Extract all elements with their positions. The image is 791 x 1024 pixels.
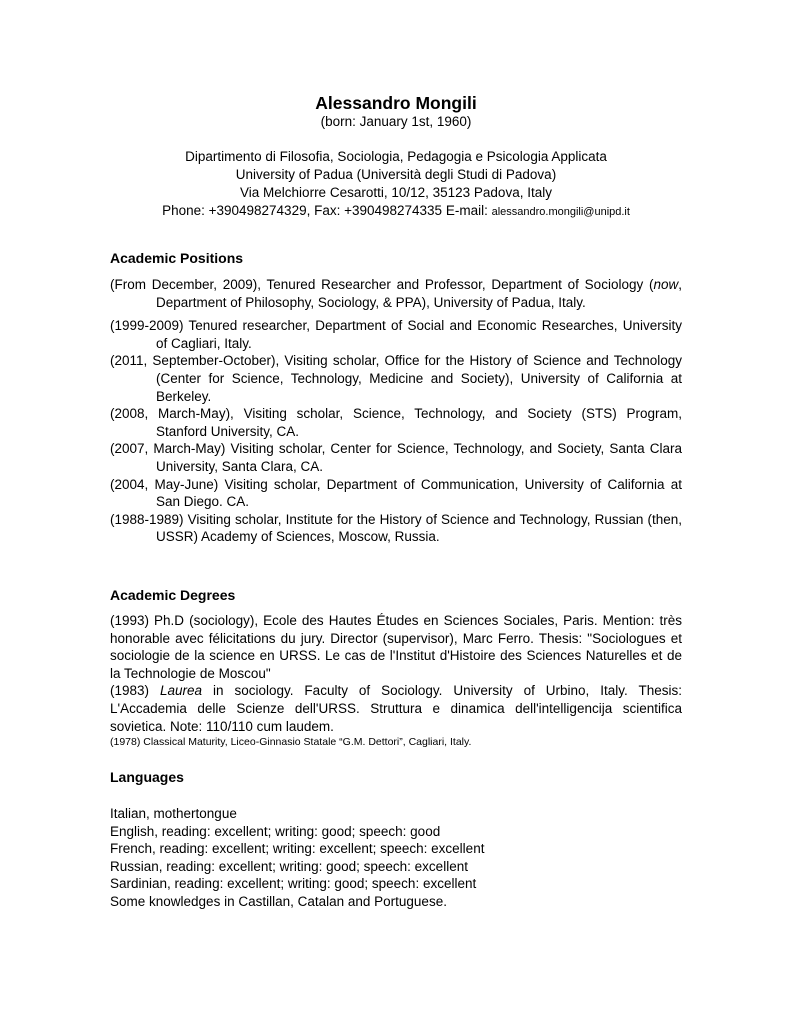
person-name: Alessandro Mongili — [315, 93, 477, 113]
degree-text: (1983) — [110, 683, 160, 699]
position-text: (From December, 2009), Tenured Researcher and Professor, Department of Sociology ( — [110, 277, 654, 292]
phone-fax-email-line — [110, 202, 682, 221]
phone-fax-text: Phone: +390498274329, Fax: +390498274335 E-mail: — [162, 203, 492, 218]
degree-text: in sociology. Faculty of Sociology. University of Urbino, Italy. Thesis: L'Accademia delle Scienze dell'URSS. Struttura e dinamica dell'intelligencija scientifica sovietica. Note: 110/110 cum laudem. — [110, 683, 682, 734]
position-entry: (2007, March-May) Visiting scholar, Center for Science, Technology, and Society, Santa Clara University, Santa Clara, CA. — [110, 441, 682, 474]
position-entry: (1988-1989) Visiting scholar, Institute for the History of Science and Technology, Russian (then, USSR) Academy of Sciences, Moscow, Russia. — [110, 511, 682, 545]
position-italic-text: now — [653, 277, 679, 292]
academic-degrees-list — [110, 612, 682, 750]
cv-header — [110, 93, 682, 221]
languages-list — [110, 805, 682, 911]
department-line: Dipartimento di Filosofia, Sociologia, Pedagogia e Psicologia Applicata — [185, 149, 607, 164]
phd-degree: (1993) Ph.D (sociology), Ecole des Hautes Études en Sciences Sociales, Paris. Mention: très honorable avec félicitations du jury. Director (supervisor), Marc Ferro. Thesis: "Sociologues et sociologie de la science en URSS. Le cas de l'Institut d'Histoire des Sciences Naturelles et de la Technologie de Moscou" — [110, 613, 682, 681]
position-text: , Department of Philosophy, Sociology, & PPA), University of Padua, Italy. — [156, 277, 682, 310]
position-entry: (2004, May-June) Visiting scholar, Department of Communication, University of California at San Diego. CA. — [110, 476, 682, 510]
position-entry: (1999-2009) Tenured researcher, Department of Social and Economic Researches, University of Cagliari, Italy. — [110, 318, 682, 351]
university-line: University of Padua (Università degli Studi di Padova) — [235, 167, 557, 182]
language-item: Italian, mothertongue — [110, 806, 237, 821]
language-item: English, reading: excellent; writing: good; speech: good — [110, 823, 441, 839]
language-item: Some knowledges in Castillan, Catalan and Portuguese. — [110, 893, 447, 909]
degree-italic-text: Laurea — [159, 683, 203, 699]
languages-heading: Languages — [110, 769, 184, 785]
birth-date: (born: January 1st, 1960) — [320, 114, 472, 129]
laurea-degree — [110, 682, 682, 735]
contact-block — [110, 148, 682, 221]
position-entry: (2008, March-May), Visiting scholar, Science, Technology, and Society (STS) Program, Stanford University, CA. — [110, 406, 682, 439]
academic-degrees-heading: Academic Degrees — [110, 587, 236, 603]
academic-positions-list — [110, 276, 682, 546]
position-entry — [110, 276, 682, 311]
language-item: French, reading: excellent; writing: excellent; speech: excellent — [110, 841, 485, 857]
language-item: Russian, reading: excellent; writing: good; speech: excellent — [110, 858, 468, 874]
email-address: alessandro.mongili@unipd.it — [491, 206, 630, 218]
position-entry: (2011, September-October), Visiting scholar, Office for the History of Science and Technology (Center for Science, Technology, Medicine and Society), University of California at Berkeley. — [110, 353, 682, 404]
maturity-degree: (1978) Classical Maturity, Liceo-Ginnasio Statale “G.M. Dettori”, Cagliari, Italy. — [110, 736, 472, 749]
language-item: Sardinian, reading: excellent; writing: good; speech: excellent — [110, 876, 477, 892]
address-line: Via Melchiorre Cesarotti, 10/12, 35123 Padova, Italy — [240, 185, 552, 200]
academic-positions-heading: Academic Positions — [110, 250, 244, 266]
